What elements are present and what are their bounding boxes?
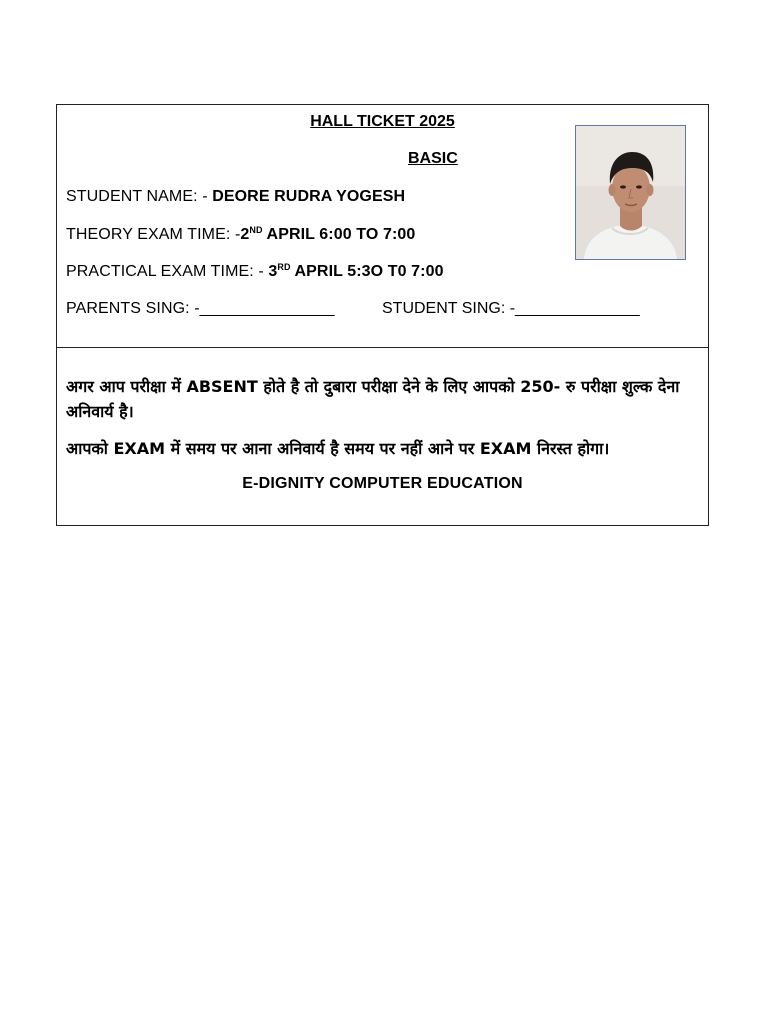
- practical-time: APRIL 5:3O T0 7:00: [290, 263, 444, 280]
- course-name: BASIC: [408, 150, 458, 167]
- practical-day-suffix: RD: [277, 262, 291, 272]
- ticket-title: HALL TICKET 2025: [310, 113, 455, 130]
- practical-exam-row: [66, 263, 444, 281]
- ticket-details-section: [57, 105, 708, 348]
- theory-exam-label: THEORY EXAM TIME: -: [66, 226, 241, 243]
- punctuality-notice: आपको EXAM में समय पर आना अनिवार्य है समय पर नहीं आने पर EXAM निरस्त होगा।: [66, 439, 610, 458]
- theory-day-suffix: ND: [249, 225, 263, 235]
- student-photo-icon: [576, 126, 685, 259]
- theory-time: APRIL 6:00 TO 7:00: [262, 226, 416, 243]
- notice-section: [57, 348, 708, 526]
- student-name-row: [66, 188, 405, 206]
- hall-ticket: [56, 104, 709, 526]
- student-photo: [575, 125, 686, 260]
- practical-exam-label: PRACTICAL EXAM TIME: -: [66, 263, 269, 280]
- student-name-label: STUDENT NAME: -: [66, 188, 213, 205]
- theory-exam-row: [66, 226, 415, 244]
- parents-sign-field: PARENTS SING: -_______________: [66, 300, 335, 317]
- institute-name: E-DIGNITY COMPUTER EDUCATION: [242, 475, 523, 492]
- student-name: DEORE RUDRA YOGESH: [212, 188, 406, 205]
- theory-day: 2: [240, 226, 250, 243]
- student-sign-field: STUDENT SING: -______________: [382, 300, 640, 317]
- absent-fee-notice: अगर आप परीक्षा में ABSENT होते है तो दुबारा परीक्षा देने के लिए आपको 250- रु परीक्षा शुल्क देना अनिवार्य है।: [66, 377, 680, 421]
- practical-day: 3: [268, 263, 278, 280]
